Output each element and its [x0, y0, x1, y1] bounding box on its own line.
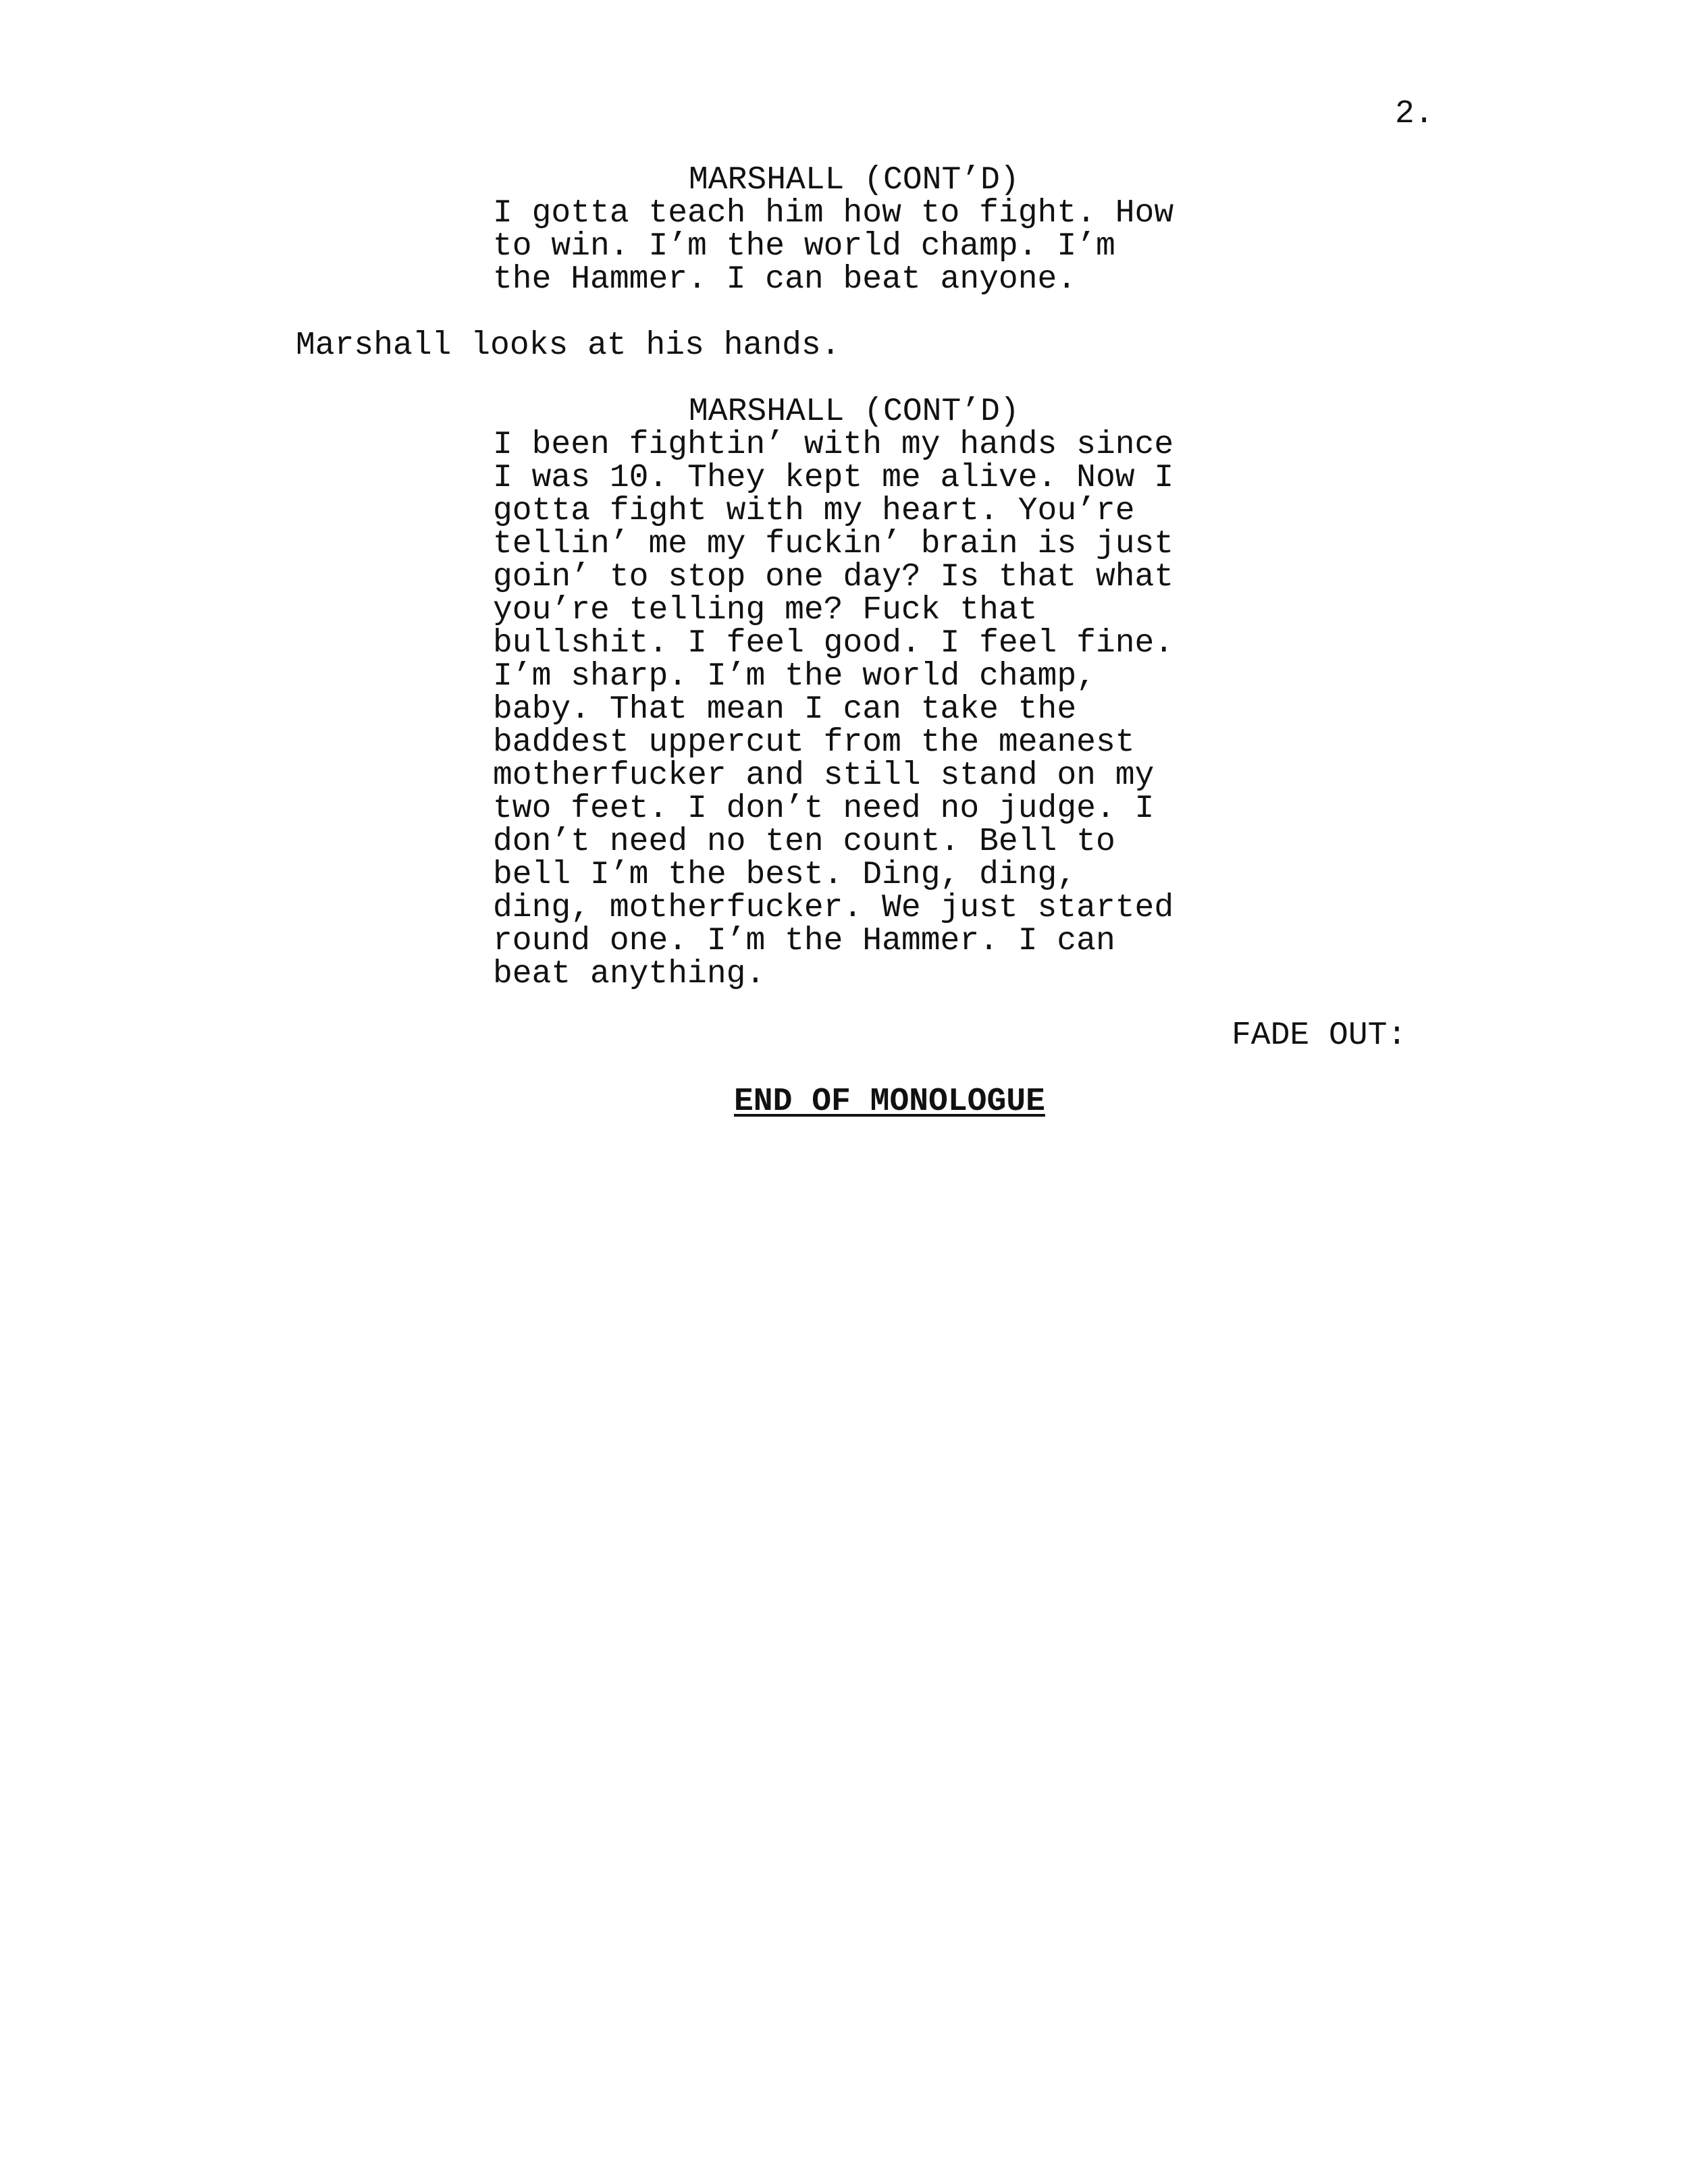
action-line: Marshall looks at his hands.	[296, 327, 841, 364]
dialogue-block: I gotta teach him how to fight. How to win. I’m the world champ. I’m the Hammer. I can beat anyone.	[493, 195, 1174, 298]
character-cue: MARSHALL (CONT’D)	[689, 162, 1020, 198]
dialogue-block: I been fightin’ with my hands since I was 10. They kept me alive. Now I gotta fight with my heart. You’re tellin’ me my fuckin’ brain is just goin’ to stop one day? Is that what you’re telling me? Fuck that bullshit. I feel good. I feel fine. I’m sharp. I’m the world champ, baby. That mean I can take the baddest uppercut from the meanest motherfucker and still stand on my two feet. I don’t need no judge. I don’t need no ten count. Bell to bell I’m the best. Ding, ding, ding, motherfucker. We just started round one. I’m the Hammer. I can beat anything.	[493, 427, 1174, 992]
character-cue: MARSHALL (CONT’D)	[689, 394, 1020, 430]
end-of-monologue-heading: END OF MONOLOGUE	[734, 1084, 1045, 1120]
page-number: 2.	[1395, 96, 1434, 132]
transition-line: FADE OUT:	[1232, 1017, 1407, 1054]
